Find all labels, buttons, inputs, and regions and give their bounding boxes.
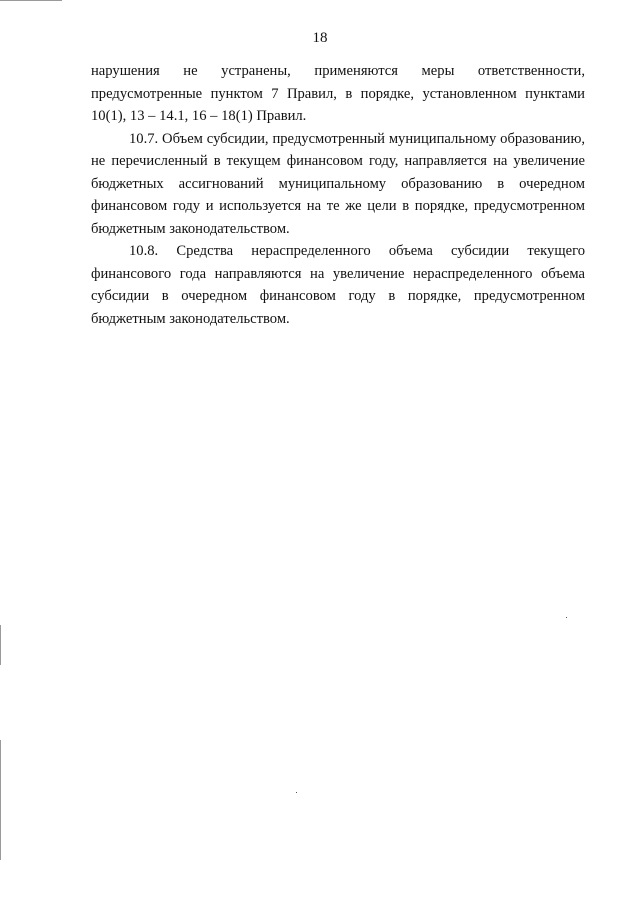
- paragraph-clause-10-8: 10.8. Средства нераспределенного объема субсидии текущего финансового года направляются на увеличение нераспределенного объема субсидии в очередном финансовом году в порядке, предусмотренном бюджетным законодательством.: [91, 243, 585, 327]
- document-body: [91, 60, 585, 330]
- scan-edge-left: [0, 740, 1, 860]
- paragraph-continuation: нарушения не устранены, применяются меры ответственности, предусмотренные пунктом 7 Правил, в порядке, установленном пунктами 10(1), 13 – 14.1, 16 – 18(1) Правил.: [91, 63, 585, 124]
- page-number: 18: [312, 30, 328, 46]
- scan-edge-top: [0, 0, 62, 1]
- scan-speck: [566, 617, 567, 618]
- paragraph-clause-10-7: 10.7. Объем субсидии, предусмотренный муниципальному образованию, не перечисленный в текущем финансовом году, направляется на увеличение бюджетных ассигнований муниципальному образованию в очередном финансовом году и используется на те же цели в порядке, предусмотренном бюджетным законодательством.: [91, 130, 585, 237]
- scan-edge-left: [0, 625, 1, 665]
- scan-speck: [296, 792, 297, 793]
